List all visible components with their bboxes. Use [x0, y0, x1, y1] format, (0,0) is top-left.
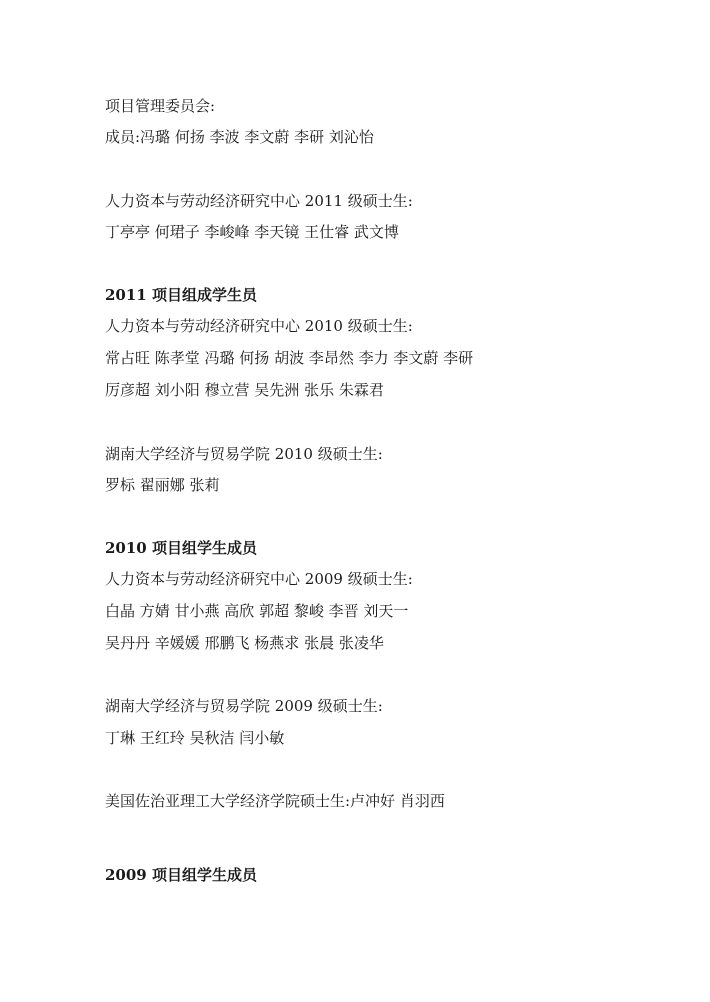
- group-2010-hr-names-1: 白晶 方婧 甘小燕 高欣 郭超 黎峻 李晋 刘天一: [105, 602, 409, 620]
- group-2011-hr-heading: 人力资本与劳动经济研究中心 2010 级硕士生:: [105, 317, 413, 335]
- hr-2011-heading: 人力资本与劳动经济研究中心 2011 级硕士生:: [105, 192, 413, 210]
- group-2009-title: 2009 项目组学生成员: [105, 866, 257, 884]
- group-2010-title: 2010 项目组学生成员: [105, 539, 257, 557]
- group-2010-gmu-line: 美国佐治亚理工大学经济学院硕士生:卢冲好 肖羽西: [105, 792, 445, 810]
- group-2011-hr-names-2: 厉彦超 刘小阳 穆立营 吴先洲 张乐 朱霖君: [105, 381, 384, 399]
- committee-members: 成员:冯璐 何扬 李波 李文蔚 李研 刘沁怡: [105, 128, 374, 146]
- group-2011-hunan-names: 罗标 翟丽娜 张莉: [105, 476, 220, 494]
- group-2010-hunan-heading: 湖南大学经济与贸易学院 2009 级硕士生:: [105, 697, 383, 715]
- group-2011-hr-names-1: 常占旺 陈孝堂 冯璐 何扬 胡波 李昂然 李力 李文蔚 李研: [105, 349, 474, 367]
- group-2011-hunan-heading: 湖南大学经济与贸易学院 2010 级硕士生:: [105, 445, 383, 463]
- group-2011-title: 2011 项目组成学生员: [105, 286, 257, 304]
- group-2010-hunan-names: 丁琳 王红玲 吴秋洁 闫小敏: [105, 729, 285, 747]
- group-2010-hr-names-2: 吴丹丹 辛媛媛 邢鹏飞 杨燕求 张晨 张凌华: [105, 634, 384, 652]
- committee-heading: 项目管理委员会:: [105, 97, 216, 115]
- hr-2011-names: 丁亭亭 何珺子 李峻峰 李天镜 王仕睿 武文博: [105, 223, 399, 241]
- group-2010-hr-heading: 人力资本与劳动经济研究中心 2009 级硕士生:: [105, 570, 413, 588]
